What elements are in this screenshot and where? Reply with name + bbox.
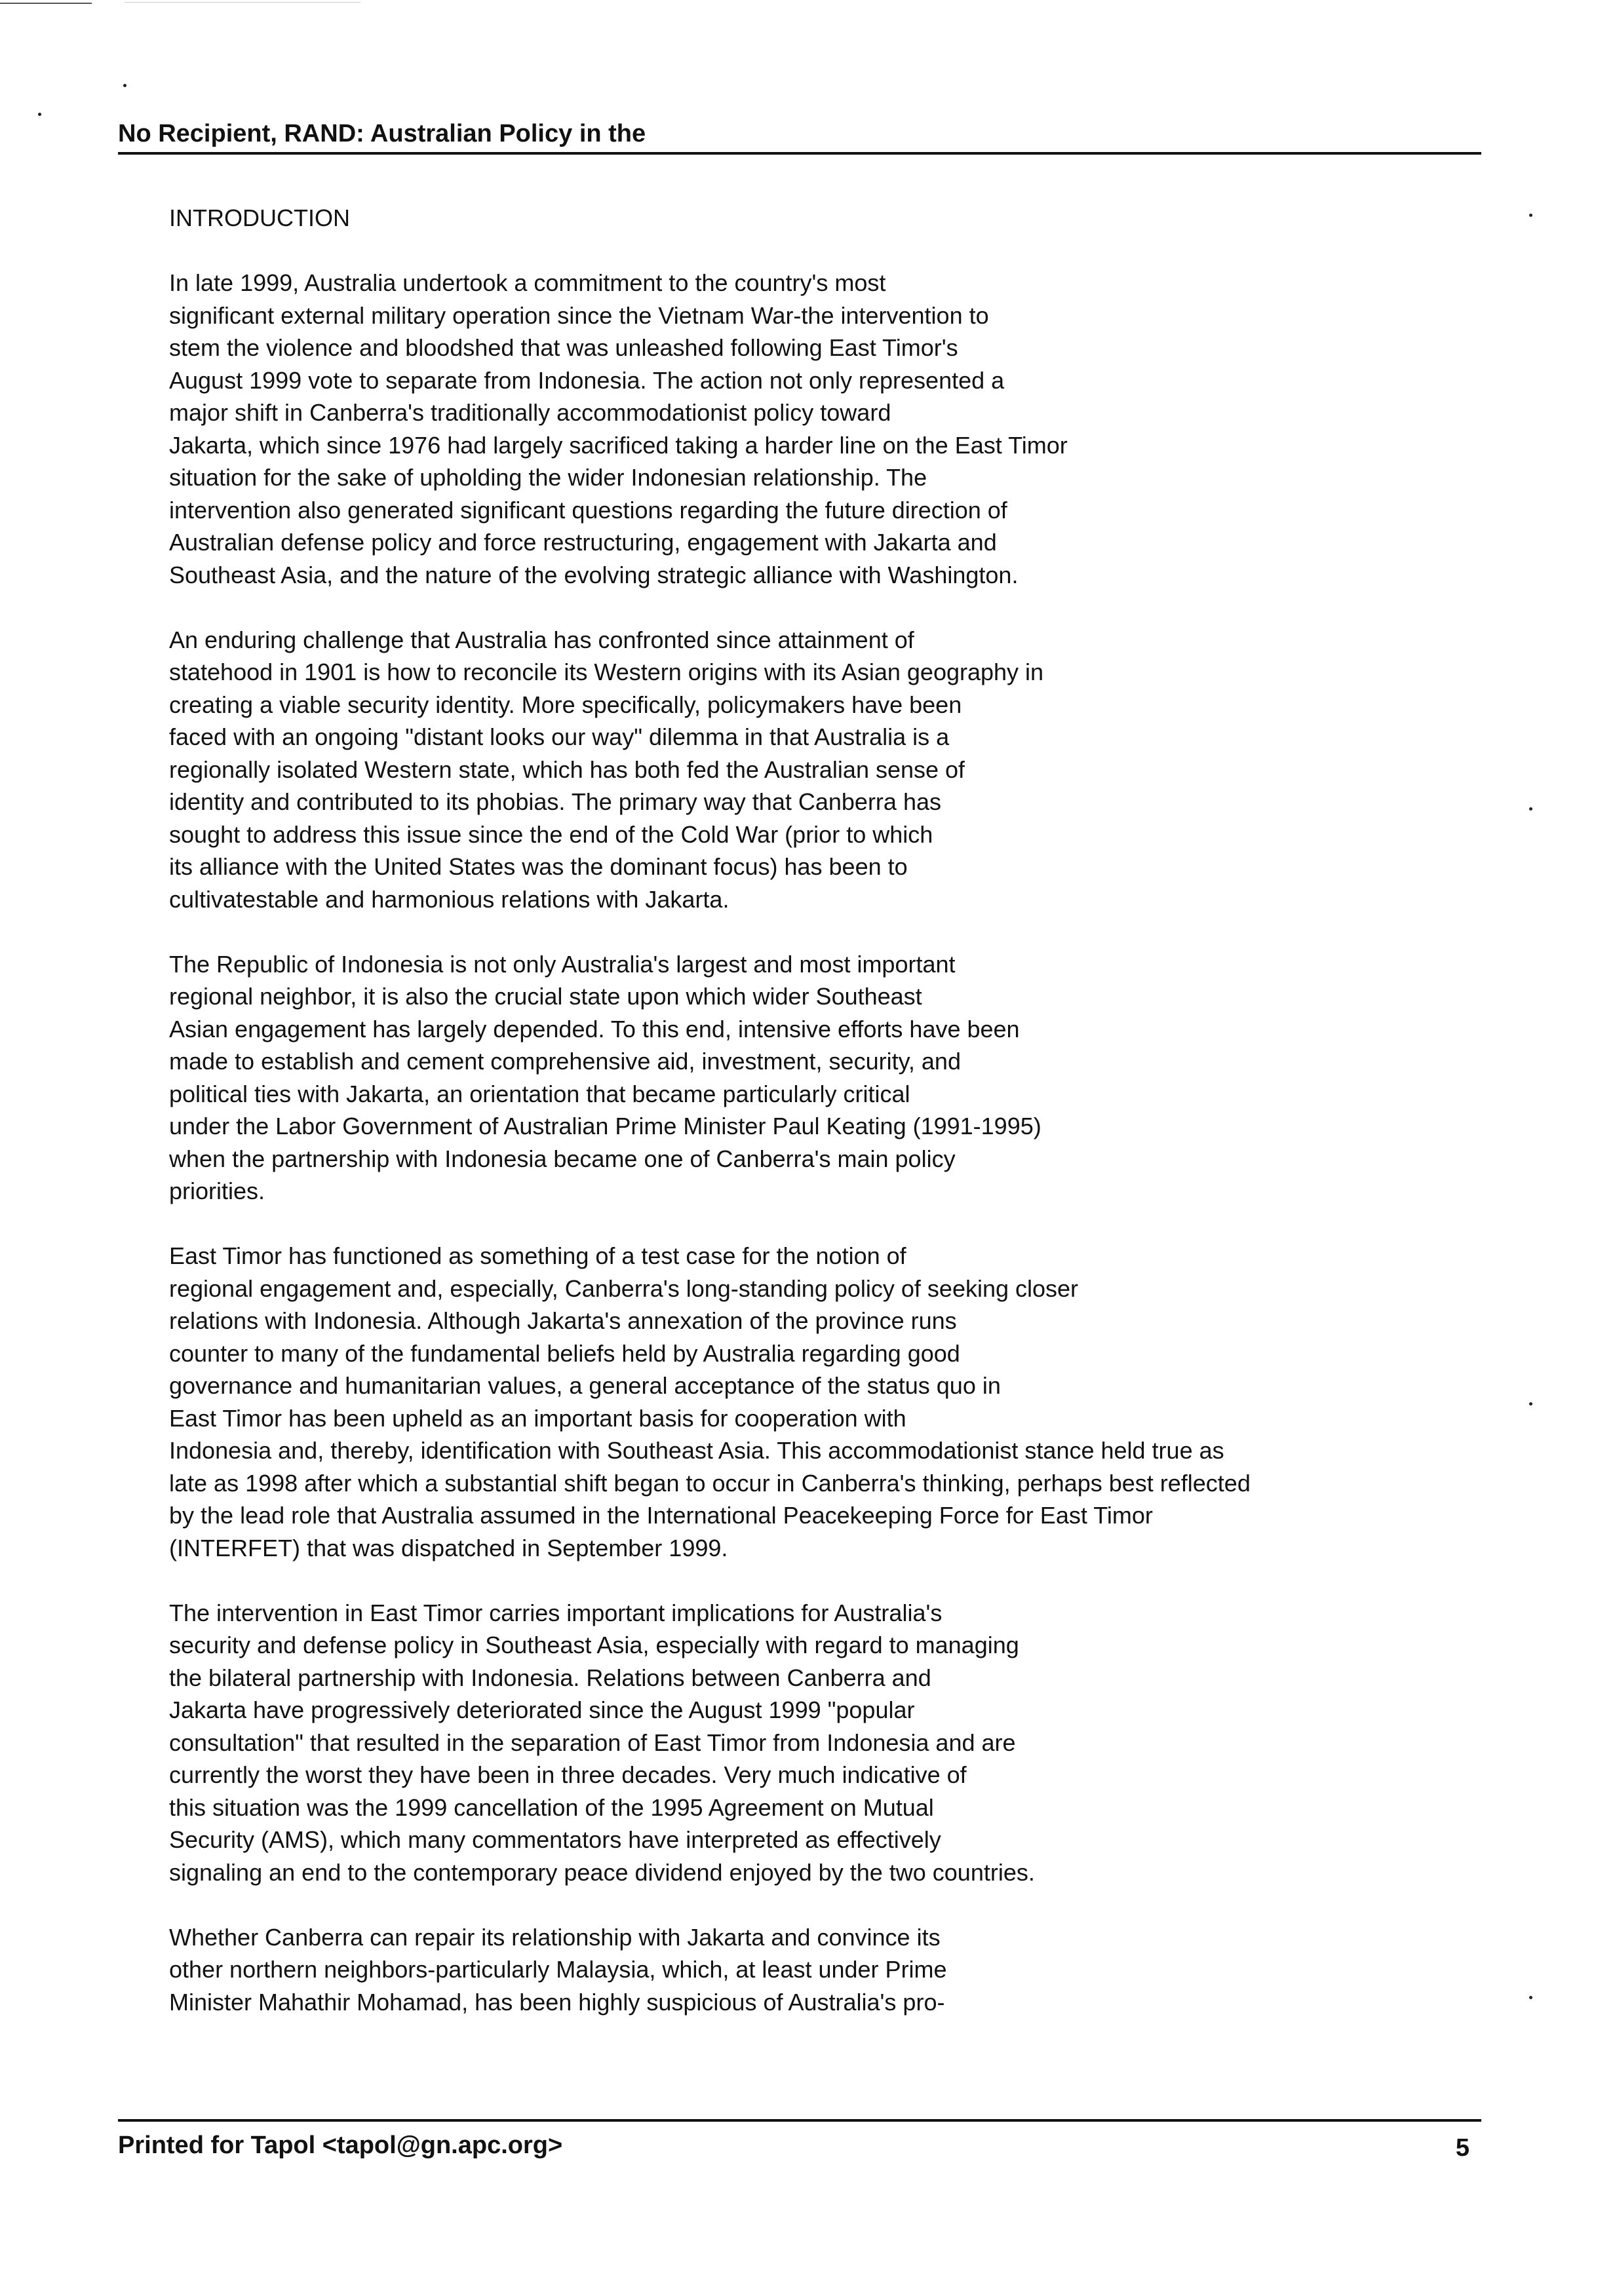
document-footer bbox=[118, 2119, 1481, 2162]
paragraph-line: In late 1999, Australia undertook a commitment to the country's most bbox=[169, 269, 886, 296]
paragraph-line: sought to address this issue since the end of the Cold War (prior to which bbox=[169, 820, 933, 848]
paragraph-line: regional engagement and, especially, Canberra's long-standing policy of seeking closer bbox=[169, 1274, 1079, 1302]
paragraph-line: significant external military operation since the Vietnam War-the intervention to bbox=[169, 301, 989, 329]
paragraph-line: its alliance with the United States was the dominant focus) has been to bbox=[169, 853, 908, 880]
paragraph-line: governance and humanitarian values, a general acceptance of the status quo in bbox=[169, 1372, 1001, 1399]
paragraph-line: currently the worst they have been in three decades. Very much indicative of bbox=[169, 1761, 967, 1788]
paragraph-line: late as 1998 after which a substantial shift began to occur in Canberra's thinking, perhaps best reflected bbox=[169, 1469, 1251, 1497]
scan-artifact-line bbox=[0, 3, 92, 4]
scan-speck bbox=[38, 113, 41, 116]
paragraph-line: situation for the sake of upholding the wider Indonesian relationship. The bbox=[169, 464, 927, 491]
paragraph-line: Indonesia and, thereby, identification with Southeast Asia. This accommodationist stance held true as bbox=[169, 1437, 1224, 1464]
paragraph-line: cultivatestable and harmonious relations with Jakarta. bbox=[169, 885, 730, 913]
paragraph-line: The intervention in East Timor carries important implications for Australia's bbox=[169, 1599, 943, 1626]
paragraph-line: (INTERFET) that was dispatched in September 1999. bbox=[169, 1534, 728, 1561]
scan-speck bbox=[1529, 1996, 1532, 1999]
paragraph-line: counter to many of the fundamental beliefs held by Australia regarding good bbox=[169, 1339, 960, 1367]
paragraph-line: political ties with Jakarta, an orientation that became particularly critical bbox=[169, 1080, 910, 1107]
paragraph-line: Security (AMS), which many commentators have interpreted as effectively bbox=[169, 1826, 941, 1853]
paragraph-line: signaling an end to the contemporary peace dividend enjoyed by the two countries. bbox=[169, 1858, 1035, 1886]
scan-speck bbox=[1529, 1402, 1532, 1406]
paragraph-line: Jakarta, which since 1976 had largely sacrificed taking a harder line on the East Timor bbox=[169, 431, 1068, 459]
paragraph-line: by the lead role that Australia assumed in the International Peacekeeping Force for East Timor bbox=[169, 1502, 1153, 1529]
document-header bbox=[118, 117, 1481, 155]
paragraph-line: identity and contributed to its phobias. The primary way that Canberra has bbox=[169, 788, 941, 815]
paragraph bbox=[169, 267, 1467, 591]
paragraph-line: relations with Indonesia. Although Jakarta's annexation of the province runs bbox=[169, 1307, 957, 1334]
section-heading: INTRODUCTION bbox=[169, 204, 350, 231]
paragraph bbox=[169, 1597, 1467, 1889]
paragraph-line: this situation was the 1999 cancellation of the 1995 Agreement on Mutual bbox=[169, 1793, 934, 1821]
page-number: 5 bbox=[1455, 2134, 1469, 2162]
paragraph bbox=[169, 1240, 1467, 1564]
paragraph-line: the bilateral partnership with Indonesia. Relations between Canberra and bbox=[169, 1664, 931, 1691]
paragraph-line: creating a viable security identity. More specifically, policymakers have been bbox=[169, 691, 962, 718]
paragraph-line: when the partnership with Indonesia became one of Canberra's main policy bbox=[169, 1145, 956, 1172]
paragraph-line: regionally isolated Western state, which has both fed the Australian sense of bbox=[169, 756, 965, 783]
paragraph-line: made to establish and cement comprehensive aid, investment, security, and bbox=[169, 1048, 961, 1075]
paragraph-line: statehood in 1901 is how to reconcile its Western origins with its Asian geography in bbox=[169, 659, 1044, 685]
paragraph-line: East Timor has functioned as something of a test case for the notion of bbox=[169, 1242, 906, 1269]
paragraph-line: Asian engagement has largely depended. To this end, intensive efforts have been bbox=[169, 1015, 1020, 1043]
paragraph-line: under the Labor Government of Australian Prime Minister Paul Keating (1991-1995) bbox=[169, 1113, 1041, 1139]
paragraph bbox=[169, 624, 1467, 916]
paragraph-line: regional neighbor, it is also the crucial state upon which wider Southeast bbox=[169, 983, 922, 1010]
header-title: No Recipient, RAND: Australian Policy in the bbox=[118, 120, 646, 147]
paragraph-line: major shift in Canberra's traditionally accommodationist policy toward bbox=[169, 399, 891, 426]
paragraph-line: Whether Canberra can repair its relationship with Jakarta and convince its bbox=[169, 1923, 941, 1951]
paragraph-line: security and defense policy in Southeast Asia, especially with regard to managing bbox=[169, 1632, 1019, 1658]
paragraphs-container bbox=[169, 267, 1467, 2018]
paragraph-line: The Republic of Indonesia is not only Australia's largest and most important bbox=[169, 950, 956, 978]
paragraph-line: August 1999 vote to separate from Indonesia. The action not only represented a bbox=[169, 366, 1005, 394]
paragraph-line: An enduring challenge that Australia has confronted since attainment of bbox=[169, 626, 914, 653]
paragraph-line: faced with an ongoing "distant looks our way" dilemma in that Australia is a bbox=[169, 723, 950, 750]
paragraph-line: Australian defense policy and force restructuring, engagement with Jakarta and bbox=[169, 529, 997, 556]
paragraph-line: priorities. bbox=[169, 1177, 265, 1204]
paragraph-line: Jakarta have progressively deteriorated since the August 1999 "popular bbox=[169, 1696, 915, 1723]
scan-artifact-line bbox=[125, 2, 360, 3]
paragraph-line: consultation" that resulted in the separation of East Timor from Indonesia and are bbox=[169, 1729, 1016, 1756]
paragraph bbox=[169, 1921, 1467, 2019]
paragraph-line: East Timor has been upheld as an important basis for cooperation with bbox=[169, 1404, 906, 1432]
paragraph bbox=[169, 948, 1467, 1208]
paragraph-line: other northern neighbors-particularly Malaysia, which, at least under Prime bbox=[169, 1956, 947, 1983]
paragraph-line: Minister Mahathir Mohamad, has been highly suspicious of Australia's pro- bbox=[169, 1988, 945, 2016]
scan-speck bbox=[1529, 807, 1532, 811]
paragraph-line: Southeast Asia, and the nature of the evolving strategic alliance with Washington. bbox=[169, 561, 1019, 588]
footer-printed-for: Printed for Tapol <tapol@gn.apc.org> bbox=[118, 2132, 563, 2159]
scan-speck bbox=[1529, 214, 1532, 217]
paragraph-line: stem the violence and bloodshed that was unleashed following East Timor's bbox=[169, 334, 958, 361]
scan-speck bbox=[123, 84, 126, 87]
document-body bbox=[169, 202, 1467, 2051]
paragraph-line: intervention also generated significant questions regarding the future direction of bbox=[169, 496, 1007, 524]
